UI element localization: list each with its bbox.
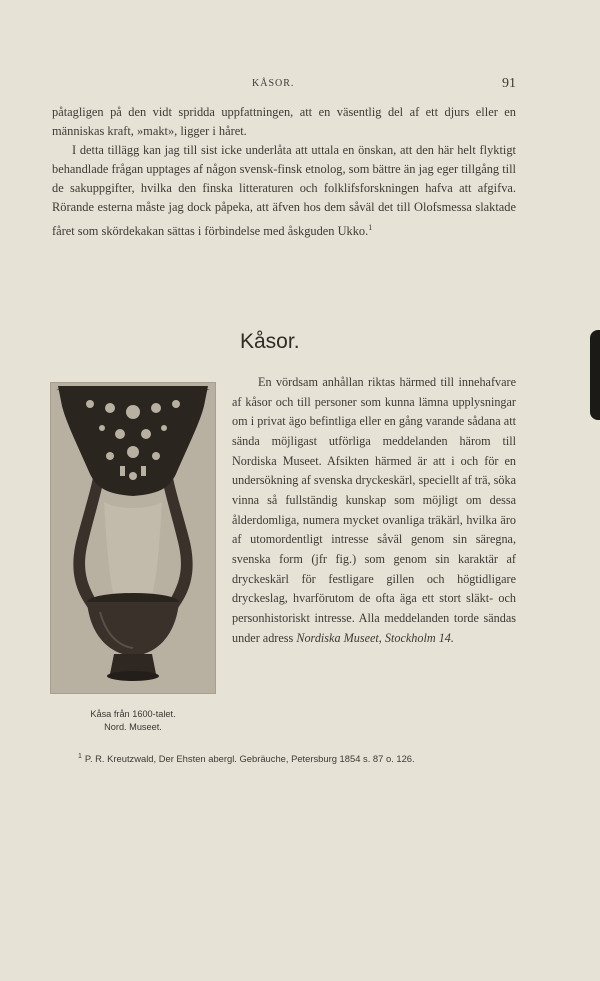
museum-address: Nordiska Museet, Stockholm 14. [296, 630, 454, 645]
footnote-reference: 1 [368, 222, 373, 232]
footnote [78, 753, 518, 764]
kasa-photograph [50, 382, 216, 694]
section-paragraph [232, 373, 516, 648]
footnote-text: P. R. Kreutzwald, Der Ehsten abergl. Gebräuche, Petersburg 1854 s. 87 o. 126. [84, 753, 415, 764]
intro-paragraph-2-text: I detta tillägg kan jag till sist icke underlåta att uttala en önskan, att den här helt flyktigt behandlade frågan upptages af någon svensk-finsk etnolog, som bättre än jag eger tillgång till de sakuppgifter, hvilka den finska litteraturen och folklifsforskningen hafva att afgifva. Rörande esterna måste jag dock påpeka, att äfven hos dem såväl det till Olofsmessa slaktade fåret som skördekakan sättas i förbindelse med åskguden Ukko. [52, 143, 516, 238]
footnote-mark: 1 [78, 753, 82, 760]
page-number: 91 [502, 76, 516, 91]
intro-paragraph-1: påtagligen på den vidt spridda uppfattningen, att en väsentlig del af ett djurs eller en människas kraft, »makt», ligger i håret. [52, 105, 516, 139]
running-head [52, 76, 516, 94]
section-body [232, 373, 516, 648]
figure-caption [50, 708, 216, 734]
figure-caption-line-1: Kåsa från 1600-talet. [90, 709, 176, 719]
running-head-title: KÅSOR. [252, 78, 295, 89]
section-title: Kåsor. [240, 330, 300, 353]
section-paragraph-text: En vördsam anhållan riktas härmed till innehafvare af kåsor och till personer som kunna lämna upplysningar om i privat ägo befintliga eller en gång varande sådana att sända möjligast utförliga meddelanden härom till Nordiska Museet. Afsikten härmed är att i och för en undersökning af svenska dryckeskärl, speciellt af trä, söka vinna så fullständig kunskap som möjligt om dessa ålderdomliga, numera mycket ovanliga träkärl, hvilka äro af utomordentligt intresse såväl genom sin säregna, svenska form (jfr fig.) som genom sin karaktär af dryckeskärl för festligare gillen och högtidligare dryckeslag, hvarförutom de ofta äga ett stort släkt- och personhistoriskt intresse. Alla meddelanden torde sändas under adress [232, 375, 516, 645]
figure-caption-line-2: Nord. Museet. [104, 722, 162, 732]
intro-text [52, 103, 516, 241]
figure [50, 382, 216, 734]
intro-paragraph-2 [52, 141, 516, 241]
page-edge-mark [590, 330, 600, 420]
